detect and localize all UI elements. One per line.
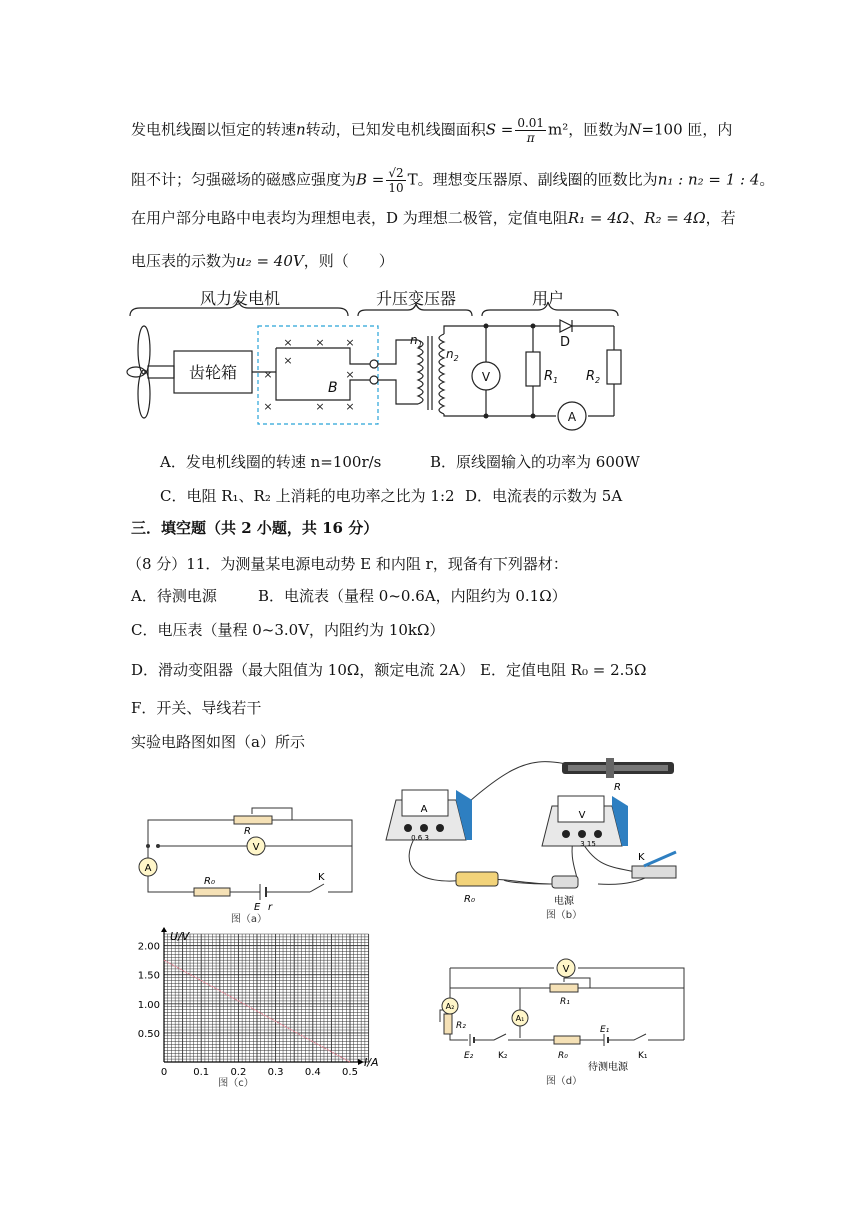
svg-text:×: × [263,368,273,381]
svg-text:R₀: R₀ [464,894,475,905]
p11-intro: （8 分）11．为测量某电源电动势 E 和内阻 r，现备有下列器材： [127,555,568,573]
svg-text:图（a）: 图（a） [230,914,268,925]
label-user: 用户 [531,289,565,308]
svg-text:×: × [345,336,355,349]
svg-text:R₀: R₀ [204,876,215,887]
p10-line-3: 在用户部分电路中电表均为理想电表，D 为理想二极管，定值电阻R₁ = 4Ω、R₂ = 4Ω，若 [131,209,736,227]
svg-text:R₂: R₂ [456,1021,466,1031]
svg-text:×: × [263,400,273,413]
p10-option-A: A．发电机线圈的转速 n=100r/s [160,453,382,471]
figure-a [134,802,364,924]
p10-line-4: 电压表的示数为u₂ = 40V，则（ ） [131,252,394,270]
svg-text:3 15: 3 15 [580,840,596,848]
svg-text:×: × [283,336,293,349]
svg-text:R1: $R_1$ [544,369,559,385]
y-tick-label: 1.00 [137,999,160,1011]
y-tick-label: 2.00 [137,941,160,953]
p10-option-B: B．原线圈输入的功率为 600W [430,453,640,471]
p11-item-B: B．电流表（量程 0~0.6A，内阻约为 0.1Ω） [258,587,567,605]
svg-text:图（b）: 图（b） [545,910,583,921]
svg-text:R₁: R₁ [560,997,570,1007]
svg-text:V: V [562,964,570,975]
svg-text:A₂: A₂ [445,1002,455,1011]
svg-text:×: × [315,336,325,349]
svg-text:V: V [578,810,586,821]
svg-text:×: × [345,400,355,413]
label-wind: 风力发电机 [199,289,281,308]
label-D: D [560,335,571,350]
x-tick-label: 0.5 [342,1067,358,1078]
figure-c-caption: 图（c） [218,1078,254,1089]
x-axis-label: I/A [364,1056,379,1069]
p11-item-C: C．电压表（量程 0~3.0V，内阻约为 10kΩ） [131,621,445,639]
svg-text:E₂: E₂ [464,1051,474,1061]
svg-text:K: K [318,872,325,883]
svg-text:图（d）: 图（d） [545,1076,583,1087]
p10-option-C: C．电阻 R₁、R₂ 上消耗的电功率之比为 1:2 [160,487,455,505]
svg-text:E: E [254,902,261,913]
y-axis-label: U/V [170,930,190,943]
svg-text:×: × [345,368,355,381]
svg-text:E₁: E₁ [600,1025,610,1035]
label-gearbox: 齿轮箱 [188,363,238,382]
p10-line-2: 阻不计；匀强磁场的磁感应强度为B = $\frac{√2}{10}$ T。理想变压器原、副线圈的匝数比为n₁ : n₂ = 1 : 4。 [131,166,775,195]
svg-text:×: × [315,400,325,413]
y-tick-label: 1.50 [137,970,160,982]
p11-item-A: A．待测电源 [131,587,217,605]
x-tick-label: 0.3 [267,1067,284,1078]
figure-b [376,756,688,926]
svg-text:r: r [268,902,273,913]
svg-text:R2: $R_2$ [586,369,601,385]
svg-text:A: A [420,804,428,815]
label-V: V [481,370,491,384]
p10-line-1: 发电机线圈以恒定的转速n转动，已知发电机线圈面积S = $\frac{0.01}{\pi}$ m²，匝数为N=100 匝，内 [131,116,733,145]
p11-item-F: F．开关、导线若干 [131,699,262,717]
svg-text:n2: $n_2$ [446,347,459,363]
svg-text:待测电源: 待测电源 [588,1062,628,1073]
y-axis-arrow [161,927,167,932]
x-tick-label: 0.4 [304,1067,321,1078]
p10-option-D: D．电流表的示数为 5A [465,487,623,505]
svg-text:n1: $n_1$ [410,333,423,349]
svg-text:K₂: K₂ [498,1051,508,1061]
label-B: B [328,380,338,396]
wind-generator-figure [128,288,628,438]
svg-text:K₁: K₁ [638,1051,648,1061]
p11-item-E: E．定值电阻 R₀ = 2.5Ω [480,661,647,679]
svg-text:V: V [252,842,260,853]
svg-text:A₁: A₁ [515,1014,525,1023]
x-tick-label: 0.2 [230,1067,247,1078]
label-transformer: 升压变压器 [375,289,457,308]
x-tick-label: 0 [160,1067,168,1078]
x-tick-label: 0.1 [193,1067,210,1078]
svg-text:R₀: R₀ [558,1051,568,1061]
y-tick-label: 0.50 [137,1028,160,1040]
svg-text:R: R [614,782,621,793]
p11-item-D: D．滑动变阻器（最大阻值为 10Ω，额定电流 2A） [131,661,475,679]
svg-text:R: R [244,826,251,837]
section-title: 三．填空题（共 2 小题，共 16 分） [131,519,379,537]
svg-text:A: A [144,863,152,874]
label-A: A [567,410,577,424]
svg-text:×: × [283,354,293,367]
p11-circuit-note: 实验电路图如图（a）所示 [131,733,305,751]
figure-c-chart [126,928,379,1090]
svg-text:0.6 3: 0.6 3 [411,834,429,842]
figure-d [434,958,690,1090]
svg-text:K: K [638,852,645,863]
svg-text:电源: 电源 [554,896,574,907]
